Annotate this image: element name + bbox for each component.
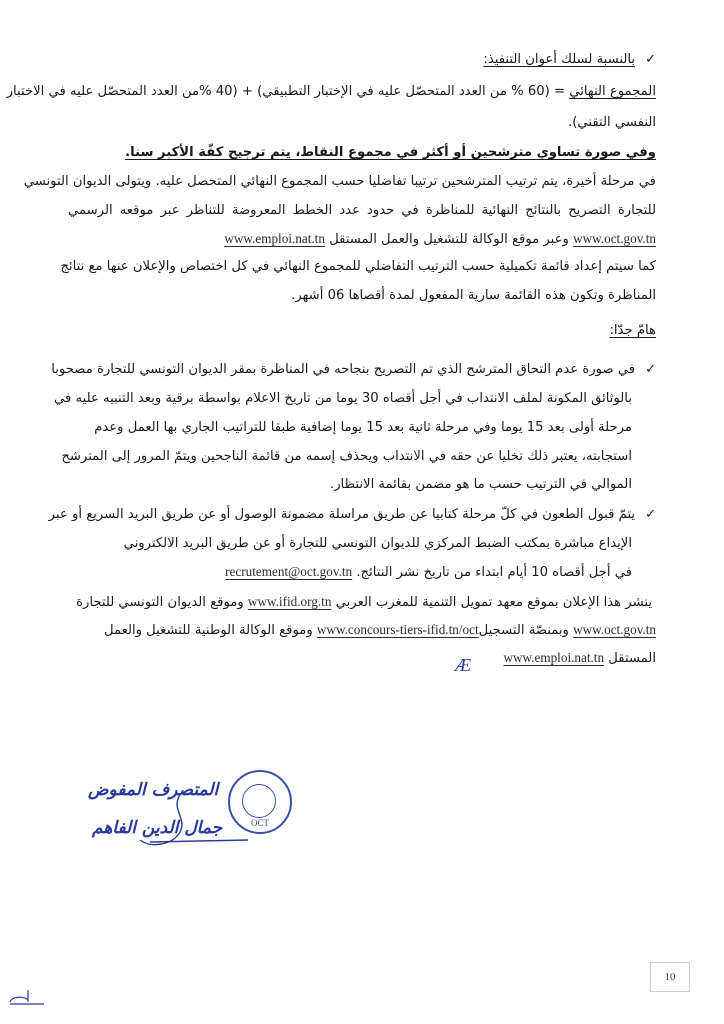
final-stage-line-2: للتجارة التصريح بالنتائج النهائية للمناظرة في حدود عدد الخطط المعروضة للتناظر عبر موقعه الرسمي <box>68 203 656 218</box>
important-item-1-line-3: مرحلة أولى بعد 15 يوما وفي مرحلة ثانية بعد 15 يوما إضافية طبقا للتراتيب الجاري بها العمل وعدم <box>94 420 632 435</box>
ifid-link[interactable]: www.ifid.org.tn <box>247 594 332 609</box>
publication-line-2 <box>104 620 656 641</box>
oct-link[interactable]: www.oct.gov.tn <box>573 622 656 637</box>
item-text: يتمّ قبول الطعون في كلّ مرحلة كتابيا عن طريق مراسلة مضمونة الوصول أو عن طريق البريد السريع أو عبر <box>48 507 636 522</box>
publication-text: وموقع الوكالة الوطنية للتشغيل والعمل <box>103 623 313 638</box>
oct-seal <box>228 770 292 834</box>
final-stage-line-3 <box>224 229 656 250</box>
oct-link[interactable]: www.oct.gov.tn <box>573 231 656 246</box>
signatory-title: المتصرف المفوض <box>88 780 219 800</box>
tie-rule: وفي صورة تساوي مترشحين أو أكثر في مجموع النقاط، يتم ترجيح كفّة الأكبر سنا. <box>125 145 656 160</box>
emploi-link[interactable]: www.emploi.nat.tn <box>224 231 325 246</box>
check-icon: ✓ <box>645 362 656 377</box>
seal-text: OCT <box>251 818 269 828</box>
initials-mark: Æ <box>455 655 472 675</box>
publication-text: وبمنصّة التسجيل <box>478 623 569 638</box>
final-stage-text: وعبر موقع الوكالة للتشغيل والعمل المستقل <box>329 232 569 247</box>
seal-emblem <box>242 784 276 818</box>
check-icon: ✓ <box>645 507 656 522</box>
recruitment-email-link[interactable]: recrutement@oct.gov.tn <box>225 564 353 579</box>
item-text: في أجل أقصاه 10 أيام ابتداء من تاريخ نشر النتائج. <box>356 565 632 580</box>
supplementary-line-2: المناظرة وتكون هذه القائمة سارية المفعول لمدة أقصاها 06 أشهر. <box>291 288 656 303</box>
publication-text: المستقل <box>608 651 656 666</box>
important-item-2-line-2: الإيداع مباشرة بمكتب الضبط المركزي للديوان التونسي للتجارة أو عن طريق البريد الالكتروني <box>123 536 632 551</box>
important-item-1-line-4: استجابته، يعتبر ذلك تخليا عن حقه في الانتداب ويحذف إسمه من قائمة الناجحين ويتمّ المرور إلى المترشح <box>61 449 632 464</box>
formula-line-2: النفسي التقني). <box>568 115 656 130</box>
signatory-name: جمال الدين الفاهم <box>92 818 223 838</box>
formula-label: المجموع النهائي <box>569 84 656 99</box>
important-heading: هامّ جدّا: <box>609 323 656 338</box>
final-stage-line-1: في مرحلة أخيرة، يتم ترتيب المترشحين ترتيبا تفاضليا حسب المجموع النهائي المتحصل عليه. ويتولى الديوان التونسي <box>23 174 656 189</box>
publication-line-3 <box>503 648 656 669</box>
supplementary-line-1: كما سيتم إعداد قائمة تكميلية حسب الترتيب التفاضلي للمجموع النهائي في كل اختصاص والإعلان عنها مع نتائج <box>60 259 656 274</box>
exec-heading: بالنسبة لسلك أعوان التنفيذ: <box>483 52 636 67</box>
publication-line-1 <box>76 592 652 613</box>
concours-link[interactable]: www.concours-tiers-ifid.tn/oct <box>316 622 479 637</box>
check-icon: ✓ <box>645 52 656 67</box>
emploi-link[interactable]: www.emploi.nat.tn <box>503 650 605 665</box>
margin-initial-mark <box>6 988 46 1008</box>
important-item-2-line-1 <box>49 505 656 525</box>
exec-heading-line <box>483 50 656 70</box>
page-number: 10 <box>650 962 690 992</box>
important-item-1-line-5: الموالي في الترتيب حسب ما هو مضمن بقائمة الانتظار. <box>330 477 632 492</box>
item-text: في صورة عدم التحاق المترشح الذي تم التصريح بنجاحه في المناظرة بمقر الديوان التونسي للتجارة مصحوبا <box>51 362 636 377</box>
publication-text: ينشر هذا الإعلان بموقع معهد تمويل التنمية للمغرب العربي <box>335 595 652 610</box>
important-item-1-line-1 <box>51 360 656 380</box>
important-item-2-line-3 <box>225 562 632 583</box>
formula-text: = (60 % من العدد المتحصّل عليه في الإختبار التطبيقي) + (40 %من العدد المتحصّل عليه في الاختبار <box>6 84 566 99</box>
publication-text: وموقع الديوان التونسي للتجارة <box>76 595 244 610</box>
important-item-1-line-2: بالوثائق المكونة لملف الانتداب في أجل أقصاه 30 يوما من تاريخ الاعلام بواسطة برقية وبعد التنبيه عليه في <box>54 391 632 406</box>
formula-line-1 <box>6 82 656 102</box>
